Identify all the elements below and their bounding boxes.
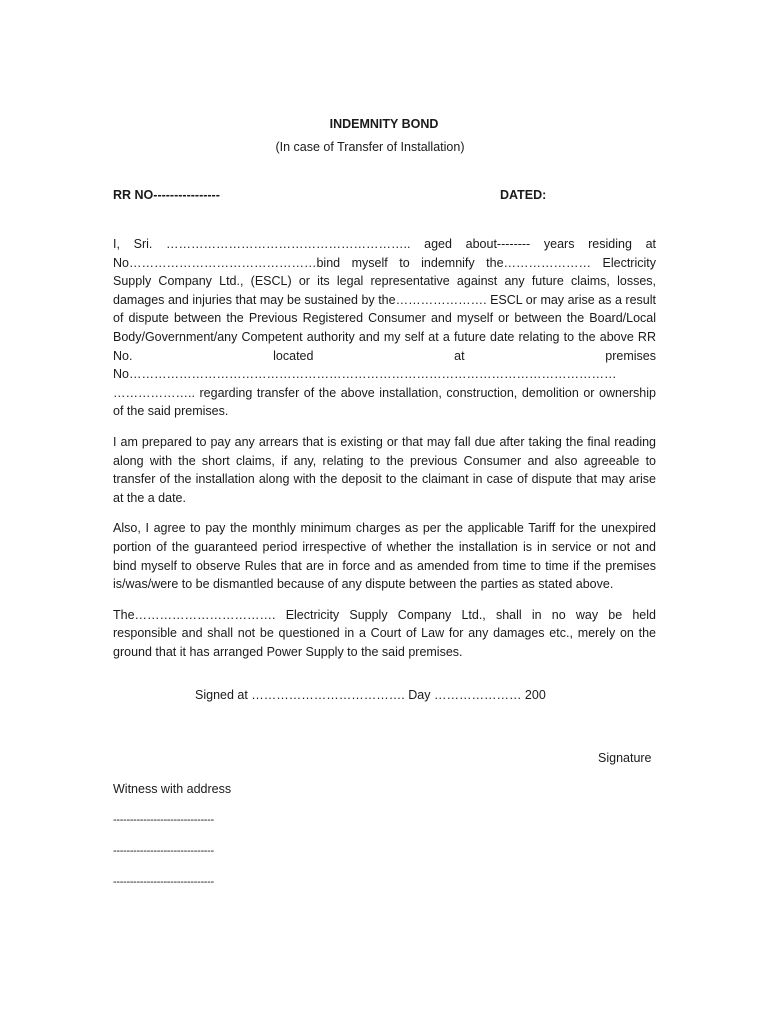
signed-at-line: Signed at ………………………………. Day ………………… 200: [195, 688, 546, 702]
dated-field: DATED:: [500, 188, 547, 202]
paragraph-indemnity: I, Sri. ………………………………………………….. aged about-------- years residing at No………………………………………bind myself to indemnify the………………… Electricity Supply Company Ltd., (ESCL) or its legal representative against any future claims, losses, damages and injuries that may be sustained by the…………………. ESCL or may arise as a result of dispute between the Previous Registered Consumer and myself or between the Board/Local Body/Government/any Competent authority and my self at a future date relating to the above RR No. located at premises No……………………………………………………………………………………………………… ……………….. regarding transfer of the above installation, construction, demolition or ownership of the said premises.: [113, 237, 656, 419]
witness-line: ------------------------------: [113, 876, 214, 888]
document-title: INDEMNITY BOND: [329, 117, 439, 131]
paragraph-liability: The……………………………. Electricity Supply Company Ltd., shall in no way be held responsible and shall not be questioned in a Court of Law for any damages etc., merely on the ground that it has arranged Power Supply to the said premises.: [113, 607, 656, 659]
rr-number-field: RR NO----------------: [113, 188, 220, 202]
paragraph-minimum-charges: Also, I agree to pay the monthly minimum charges as per the applicable Tariff for the unexpired portion of the guaranteed period irrespective of whether the installation is in service or not and bind myself to observe Rules that are in force and as amended from time to time if the premises is/was/were to be dismantled because of any dispute between the parties as stated above.: [113, 521, 656, 592]
document-body: [113, 235, 656, 673]
witness-line: ------------------------------: [113, 845, 214, 857]
document-subtitle: (In case of Transfer of Installation): [275, 140, 465, 154]
signature-label: Signature: [598, 751, 652, 765]
witness-line: ------------------------------: [113, 814, 214, 826]
witness-label: Witness with address: [113, 782, 232, 796]
paragraph-arrears: I am prepared to pay any arrears that is existing or that may fall due after taking the final reading along with the short claims, if any, relating to the previous Consumer and also agreeable to transfer of the installation along with the deposit to the claimant in case of dispute that may arise at the a date.: [113, 434, 656, 505]
